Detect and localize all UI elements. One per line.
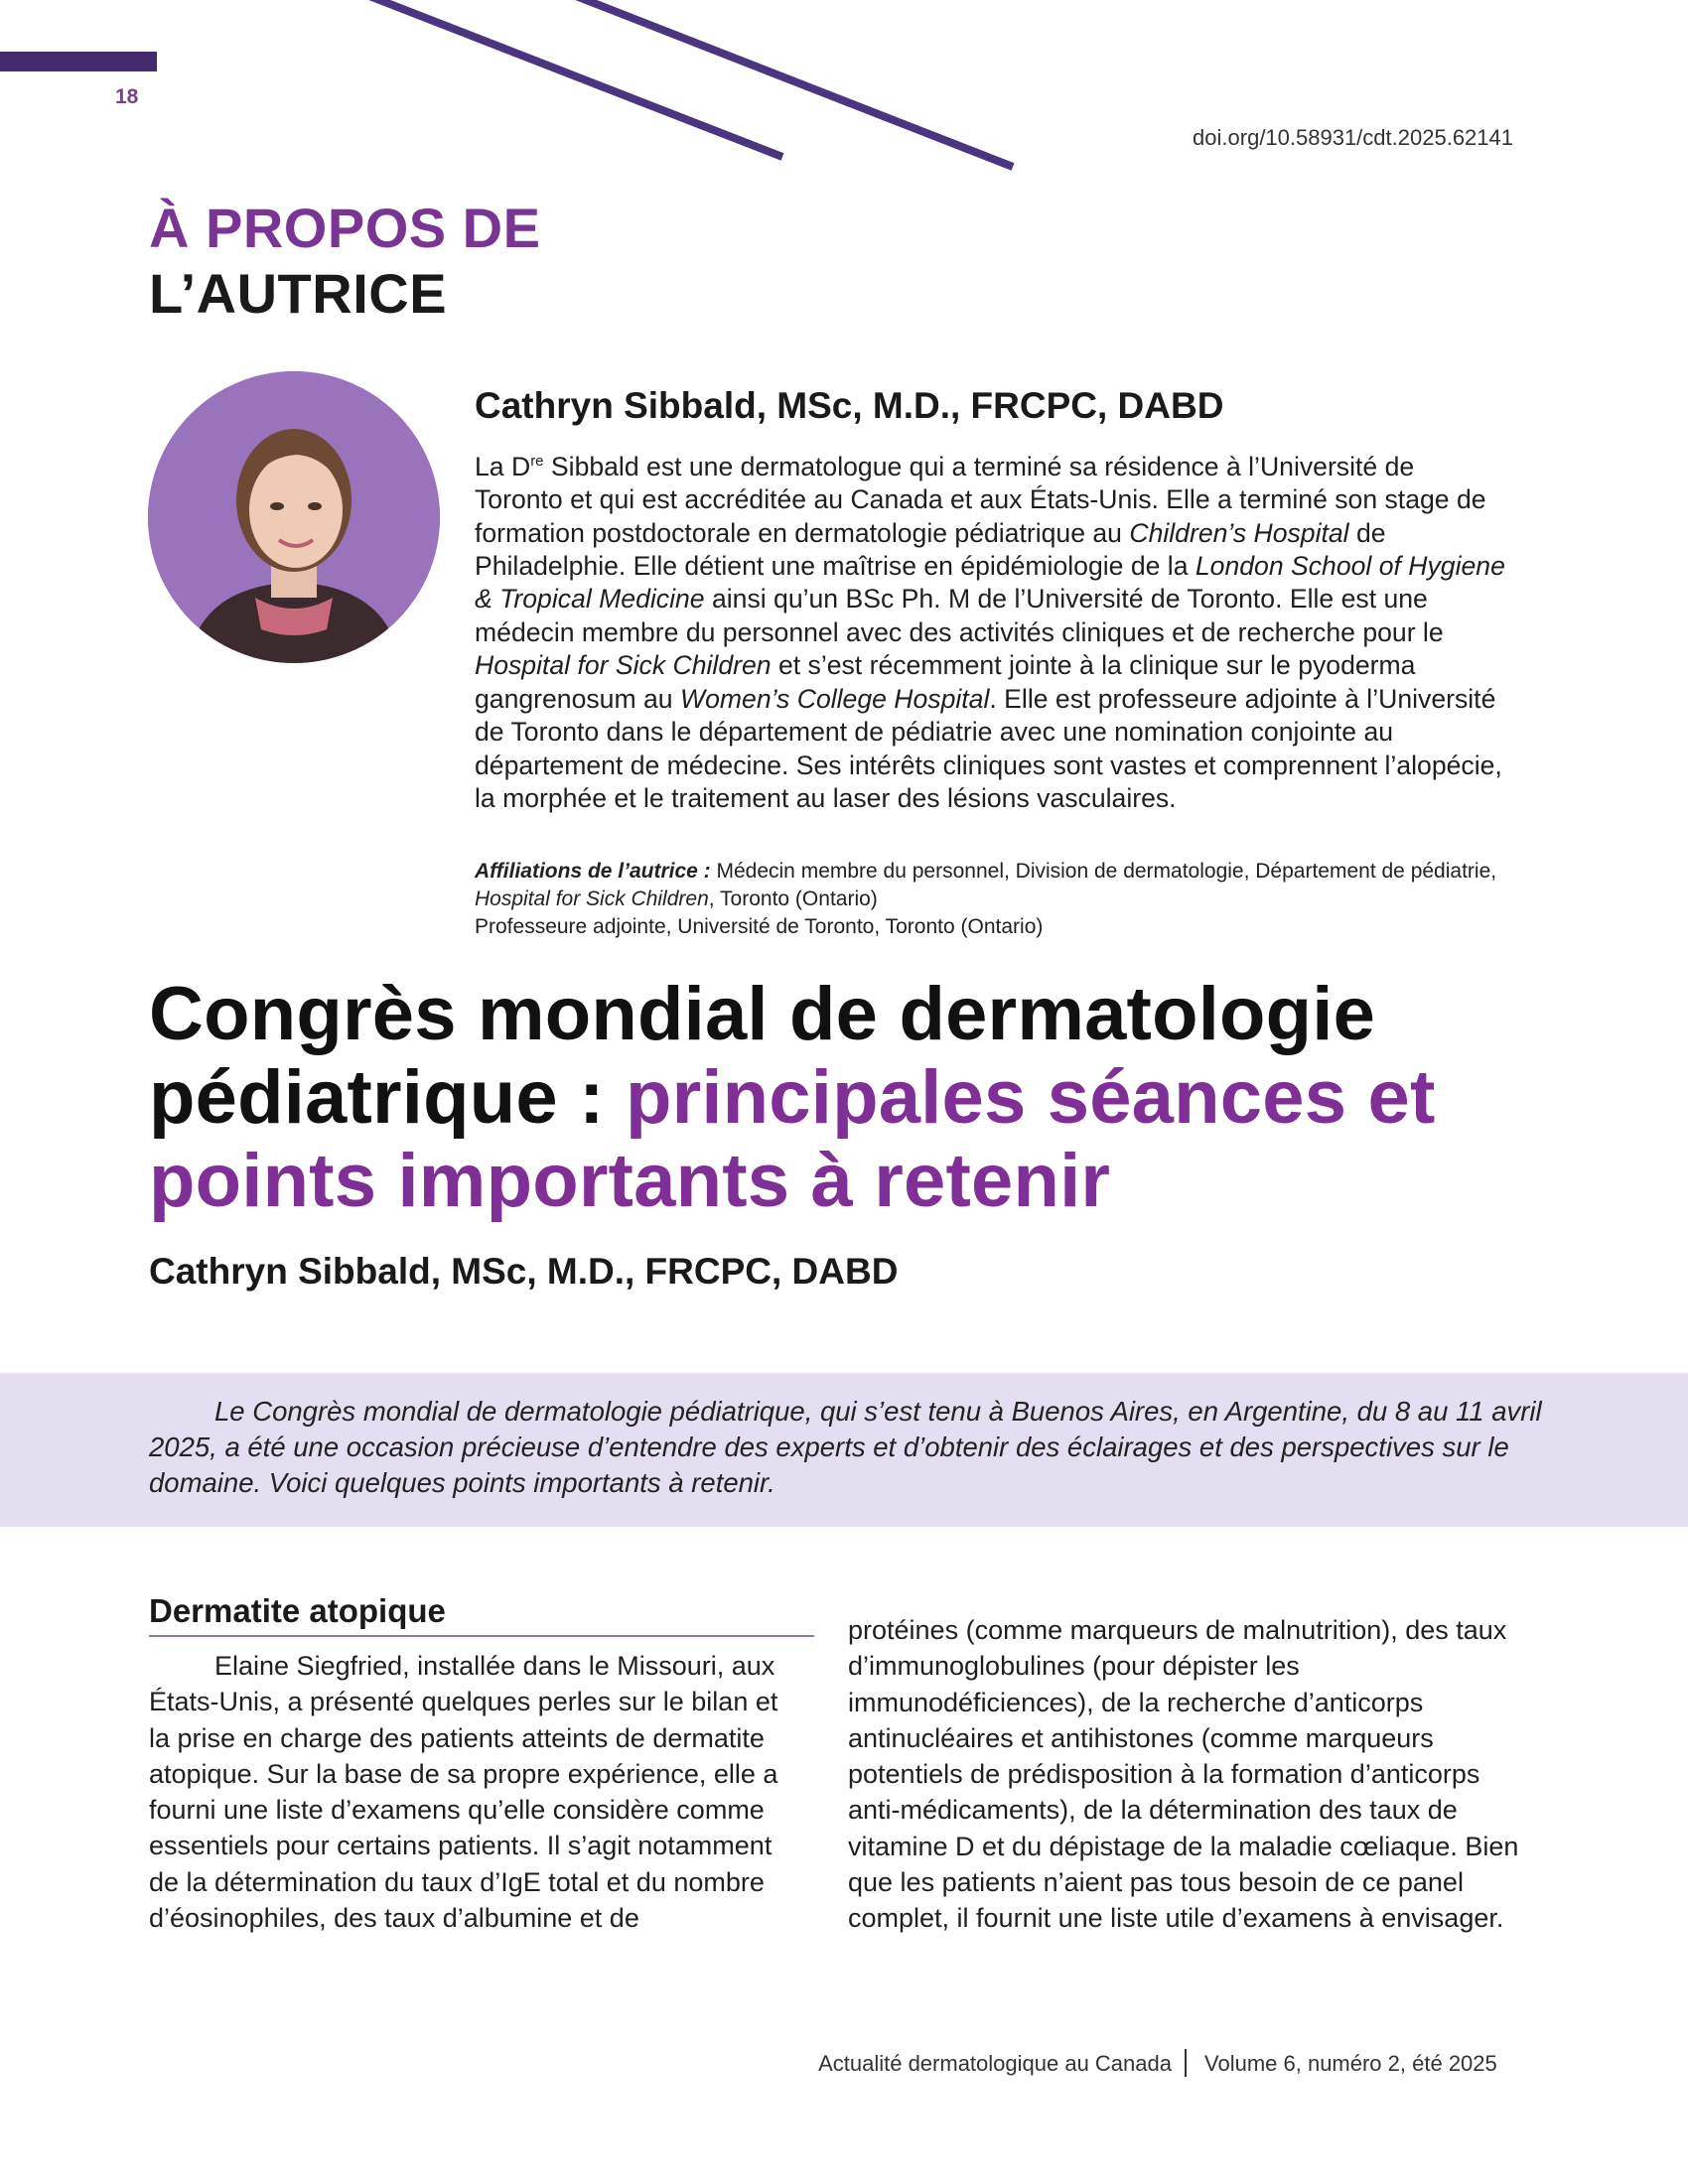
bio-text: . Elle est professeure adjointe à l’Université de Toronto dans le département de pédiatrie avec une nomination conjointe au département de médecine. Ses intérêts cliniques sont vastes et comprennent l’alopécie, la morphée et le traitement au laser des lésions vasculaires. <box>475 683 1502 813</box>
footer-issue: Volume 6, numéro 2, été 2025 <box>1204 2051 1497 2076</box>
affiliation-italic: Hospital for Sick Children <box>475 887 709 910</box>
author-photo <box>148 371 440 663</box>
article-byline: Cathryn Sibbald, MSc, M.D., FRCPC, DABD <box>149 1251 899 1292</box>
page-number: 18 <box>115 85 139 108</box>
bio-italic: Hospital for Sick Children <box>475 650 772 681</box>
article-intro: Le Congrès mondial de dermatologie pédiatrique, qui s’est tenu à Buenos Aires, en Argentine, du 8 au 11 avril 2025, a été une occasion précieuse d’entendre des experts et d’obtenir des éclairages et des perspectives sur le domaine. Voici quelques points importants à retenir. <box>149 1396 1542 1498</box>
affiliations-label: Affiliations de l’autrice : <box>475 860 711 883</box>
footer-separator <box>1185 2049 1187 2077</box>
footer-journal: Actualité dermatologique au Canada <box>818 2051 1172 2076</box>
decorative-diagonal-lines <box>0 0 1688 199</box>
doi-link[interactable]: doi.org/10.58931/cdt.2025.62141 <box>1193 125 1513 150</box>
bio-italic: Women’s College Hospital <box>680 683 990 714</box>
top-accent-bar <box>0 52 157 71</box>
body-column-right: protéines (comme marqueurs de malnutrition), des taux d’immunoglobulines (pour dépister les immunodéficiences), de la recherche d’anticorps antinucléaires et antihistones (comme marqueurs potentiels de prédisposition à la formation d’anticorps anti-médicaments), de la détermination des taux de vitamine D et du dépistage de la maladie cœliaque. Bien que les patients n’aient pas tous besoin de ce panel complet, il fournit une liste utile d’examens à envisager. <box>848 1615 1519 1934</box>
section-rule <box>149 1635 814 1637</box>
body-column-left: Elaine Siegfried, installée dans le Missouri, aux États-Unis, a présenté quelques perles sur le bilan et la prise en charge des patients atteints de dermatite atopique. Sur la base de sa propre expérience, elle a fourni une liste d’examens qu’elle considère comme essentiels pour certains patients. Il s’agit notamment de la détermination du taux d’IgE total et du nombre d’éosinophiles, des taux d’albumine et de <box>149 1651 778 1934</box>
section-heading: Dermatite atopique <box>149 1592 446 1629</box>
author-portrait-illustration <box>148 371 440 663</box>
bio-text: de Philadelphie. Elle détient une maîtrise en épidémiologie de la <box>475 517 1386 582</box>
bio-text: La D <box>475 451 531 481</box>
diagonal-line-2 <box>576 0 1013 167</box>
about-heading-line2: L’AUTRICE <box>149 262 448 325</box>
bio-italic: London School of Hygiene & Tropical Medicine <box>475 551 1505 614</box>
article-title-accent: principales séances et points importants à retenir <box>149 1055 1436 1223</box>
affiliation-text-2: Professeure adjointe, Université de Toronto, Toronto (Ontario) <box>475 915 1044 938</box>
diagonal-line-1 <box>369 0 782 157</box>
author-affiliations <box>475 858 1527 941</box>
bio-superscript: re <box>530 453 544 470</box>
article-title <box>149 973 1579 1223</box>
author-name: Cathryn Sibbald, MSc, M.D., FRCPC, DABD <box>475 385 1224 426</box>
bio-text: Sibbald est une dermatologue qui a terminé sa résidence à l’Université de Toronto et qui est accréditée au Canada et aux États-Unis. Elle a terminé son stage de formation postdoctorale en dermatologie pédiatrique au <box>475 451 1486 548</box>
bio-italic: Children’s Hospital <box>1129 517 1349 548</box>
affiliation-text: , Toronto (Ontario) <box>708 887 878 910</box>
author-bio <box>475 445 1507 815</box>
bio-text: et s’est récemment jointe à la clinique sur le pyoderma gangrenosum au <box>475 650 1416 714</box>
about-heading-line1: À PROPOS DE <box>149 197 541 259</box>
bio-text: ainsi qu’un BSc Ph. M de l’Université de Toronto. Elle est une médecin membre du personnel avec des activités cliniques et de recherche pour le <box>475 584 1444 647</box>
affiliation-text: Médecin membre du personnel, Division de dermatologie, Département de pédiatrie, <box>710 860 1497 883</box>
article-title-black: Congrès mondial de dermatologie pédiatrique : <box>149 972 1376 1140</box>
